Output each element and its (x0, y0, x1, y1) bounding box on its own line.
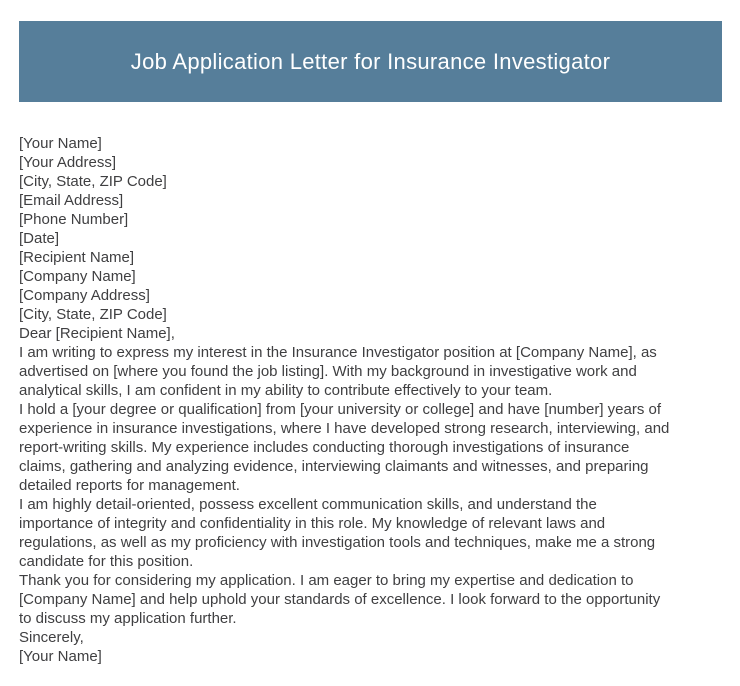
letter-line: [Recipient Name] (19, 249, 135, 266)
letter-line: candidate for this position. (19, 553, 194, 570)
letter-line: I am writing to express my interest in the Insurance Investigator position at [Company Name], as (19, 344, 657, 361)
letter-line: [City, State, ZIP Code] (19, 306, 167, 323)
letter-line: experience in insurance investigations, where I have developed strong research, interviewing, and (19, 420, 670, 437)
letter-line: [Email Address] (19, 192, 124, 209)
letter-line: I hold a [your degree or qualification] from [your university or college] and have [number] years of (19, 401, 662, 418)
letter-line: [Your Name] (19, 135, 102, 152)
header-banner (19, 21, 722, 102)
letter-line: [Your Address] (19, 154, 117, 171)
letter-line: [Date] (19, 230, 60, 247)
letter-line: [Phone Number] (19, 211, 129, 228)
page-title: Job Application Letter for Insurance Investigator (130, 48, 611, 74)
letter-line: analytical skills, I am confident in my ability to contribute effectively to your team. (19, 382, 553, 399)
letter-line: Sincerely, (19, 629, 84, 646)
letter-line: Dear [Recipient Name], (19, 325, 175, 342)
letter-line: [Your Name] (19, 648, 102, 665)
letter-line: Thank you for considering my application. I am eager to bring my expertise and dedication to (19, 572, 634, 589)
letter-body (19, 134, 729, 666)
letter-line: I am highly detail-oriented, possess excellent communication skills, and understand the (19, 496, 597, 513)
letter-line: to discuss my application further. (19, 610, 237, 627)
letter-line: report-writing skills. My experience includes conducting thorough investigations of insurance (19, 439, 630, 456)
letter-line: [Company Name] (19, 268, 136, 285)
letter-line: [City, State, ZIP Code] (19, 173, 167, 190)
letter-line: regulations, as well as my proficiency with investigation tools and techniques, make me a strong (19, 534, 656, 551)
letter-line: [Company Name] and help uphold your standards of excellence. I look forward to the opportunity (19, 591, 661, 608)
letter-line: detailed reports for management. (19, 477, 240, 494)
letter-line: claims, gathering and analyzing evidence, interviewing claimants and witnesses, and preparing (19, 458, 649, 475)
letter-line: [Company Address] (19, 287, 150, 304)
letter-line: importance of integrity and confidentiality in this role. My knowledge of relevant laws and (19, 515, 606, 532)
letter-line: advertised on [where you found the job listing]. With my background in investigative work and (19, 363, 637, 380)
